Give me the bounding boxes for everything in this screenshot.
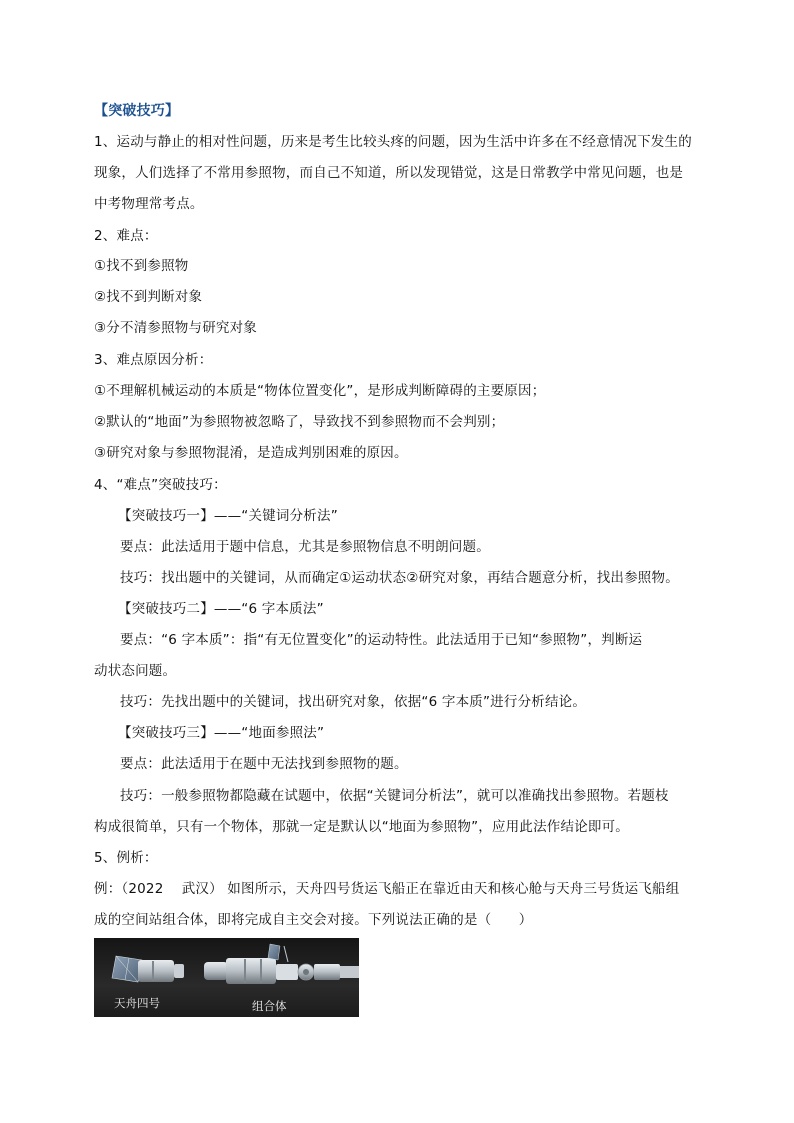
difficulty-title: 2、难点：	[94, 228, 158, 244]
tip-skill-continued: 构成很简单，只有一个物体，那就一定是默认以“地面为参照物”，应用此法作结论即可。	[94, 819, 629, 835]
figure-label-right: 组合体	[252, 999, 287, 1013]
tip-title: 【突破技巧一】——“关键词分析法”	[118, 508, 338, 524]
spacecraft-photo	[94, 938, 359, 1017]
reason-item: ①不理解机械运动的本质是“物体位置变化”，是形成判断障碍的主要原因；	[94, 383, 546, 399]
tip-skill: 技巧：找出题中的关键词，从而确定①运动状态②研究对象，再结合题意分析，找出参照物。	[120, 570, 679, 586]
paragraph-line: 现象，人们选择了不常用参照物，而自己不知道，所以发现错觉，这是日常教学中常见问题，也是	[94, 165, 684, 181]
reason-title: 3、难点原因分析：	[94, 352, 213, 368]
paragraph-line: 中考物理常考点。	[94, 196, 204, 212]
example-line: 成的空间站组合体，即将完成自主交会对接。下列说法正确的是（ ）	[94, 912, 533, 928]
tianzhou-4-spacecraft	[112, 956, 184, 982]
tips-title: 4、“难点”突破技巧：	[94, 477, 227, 493]
tip-title: 【突破技巧二】——“6 字本质法”	[118, 601, 324, 617]
tip-point: 要点：此法适用于题中信息，尤其是参照物信息不明朗问题。	[120, 539, 490, 555]
tip-skill: 技巧：先找出题中的关键词，找出研究对象，依据“6 字本质”进行分析结论。	[120, 694, 587, 710]
tip-point-continued: 动状态问题。	[94, 663, 177, 679]
example-title: 5、例析：	[94, 850, 158, 866]
section-heading: 【突破技巧】	[94, 103, 180, 119]
reason-item: ③研究对象与参照物混淆，是造成判别困难的原因。	[94, 445, 408, 461]
difficulty-item: ①找不到参照物	[94, 258, 189, 274]
tip-skill: 技巧：一般参照物都隐藏在试题中，依据“关键词分析法”，就可以准确找出参照物。若题枝	[120, 788, 669, 804]
reason-item: ②默认的“地面”为参照物被忽略了，导致找不到参照物而不会判别；	[94, 414, 505, 430]
tip-point: 要点：“6 字本质”：指“有无位置变化”的运动特性。此法适用于已知“参照物”，判断运	[120, 632, 643, 648]
paragraph-line: 1、运动与静止的相对性问题，历来是考生比较头疼的问题，因为生活中许多在不经意情况下发生的	[94, 134, 692, 150]
difficulty-item: ②找不到判断对象	[94, 289, 203, 305]
tip-point: 要点：此法适用于在题中无法找到参照物的题。	[120, 756, 408, 772]
figure-label-left: 天舟四号	[114, 996, 160, 1010]
tip-title: 【突破技巧三】——“地面参照法”	[118, 725, 325, 741]
combined-station	[204, 944, 359, 984]
example-line: 例：（2022 武汉） 如图所示，天舟四号货运飞船正在靠近由天和核心舱与天舟三号货运飞船组	[94, 881, 680, 897]
difficulty-item: ③分不清参照物与研究对象	[94, 320, 258, 336]
